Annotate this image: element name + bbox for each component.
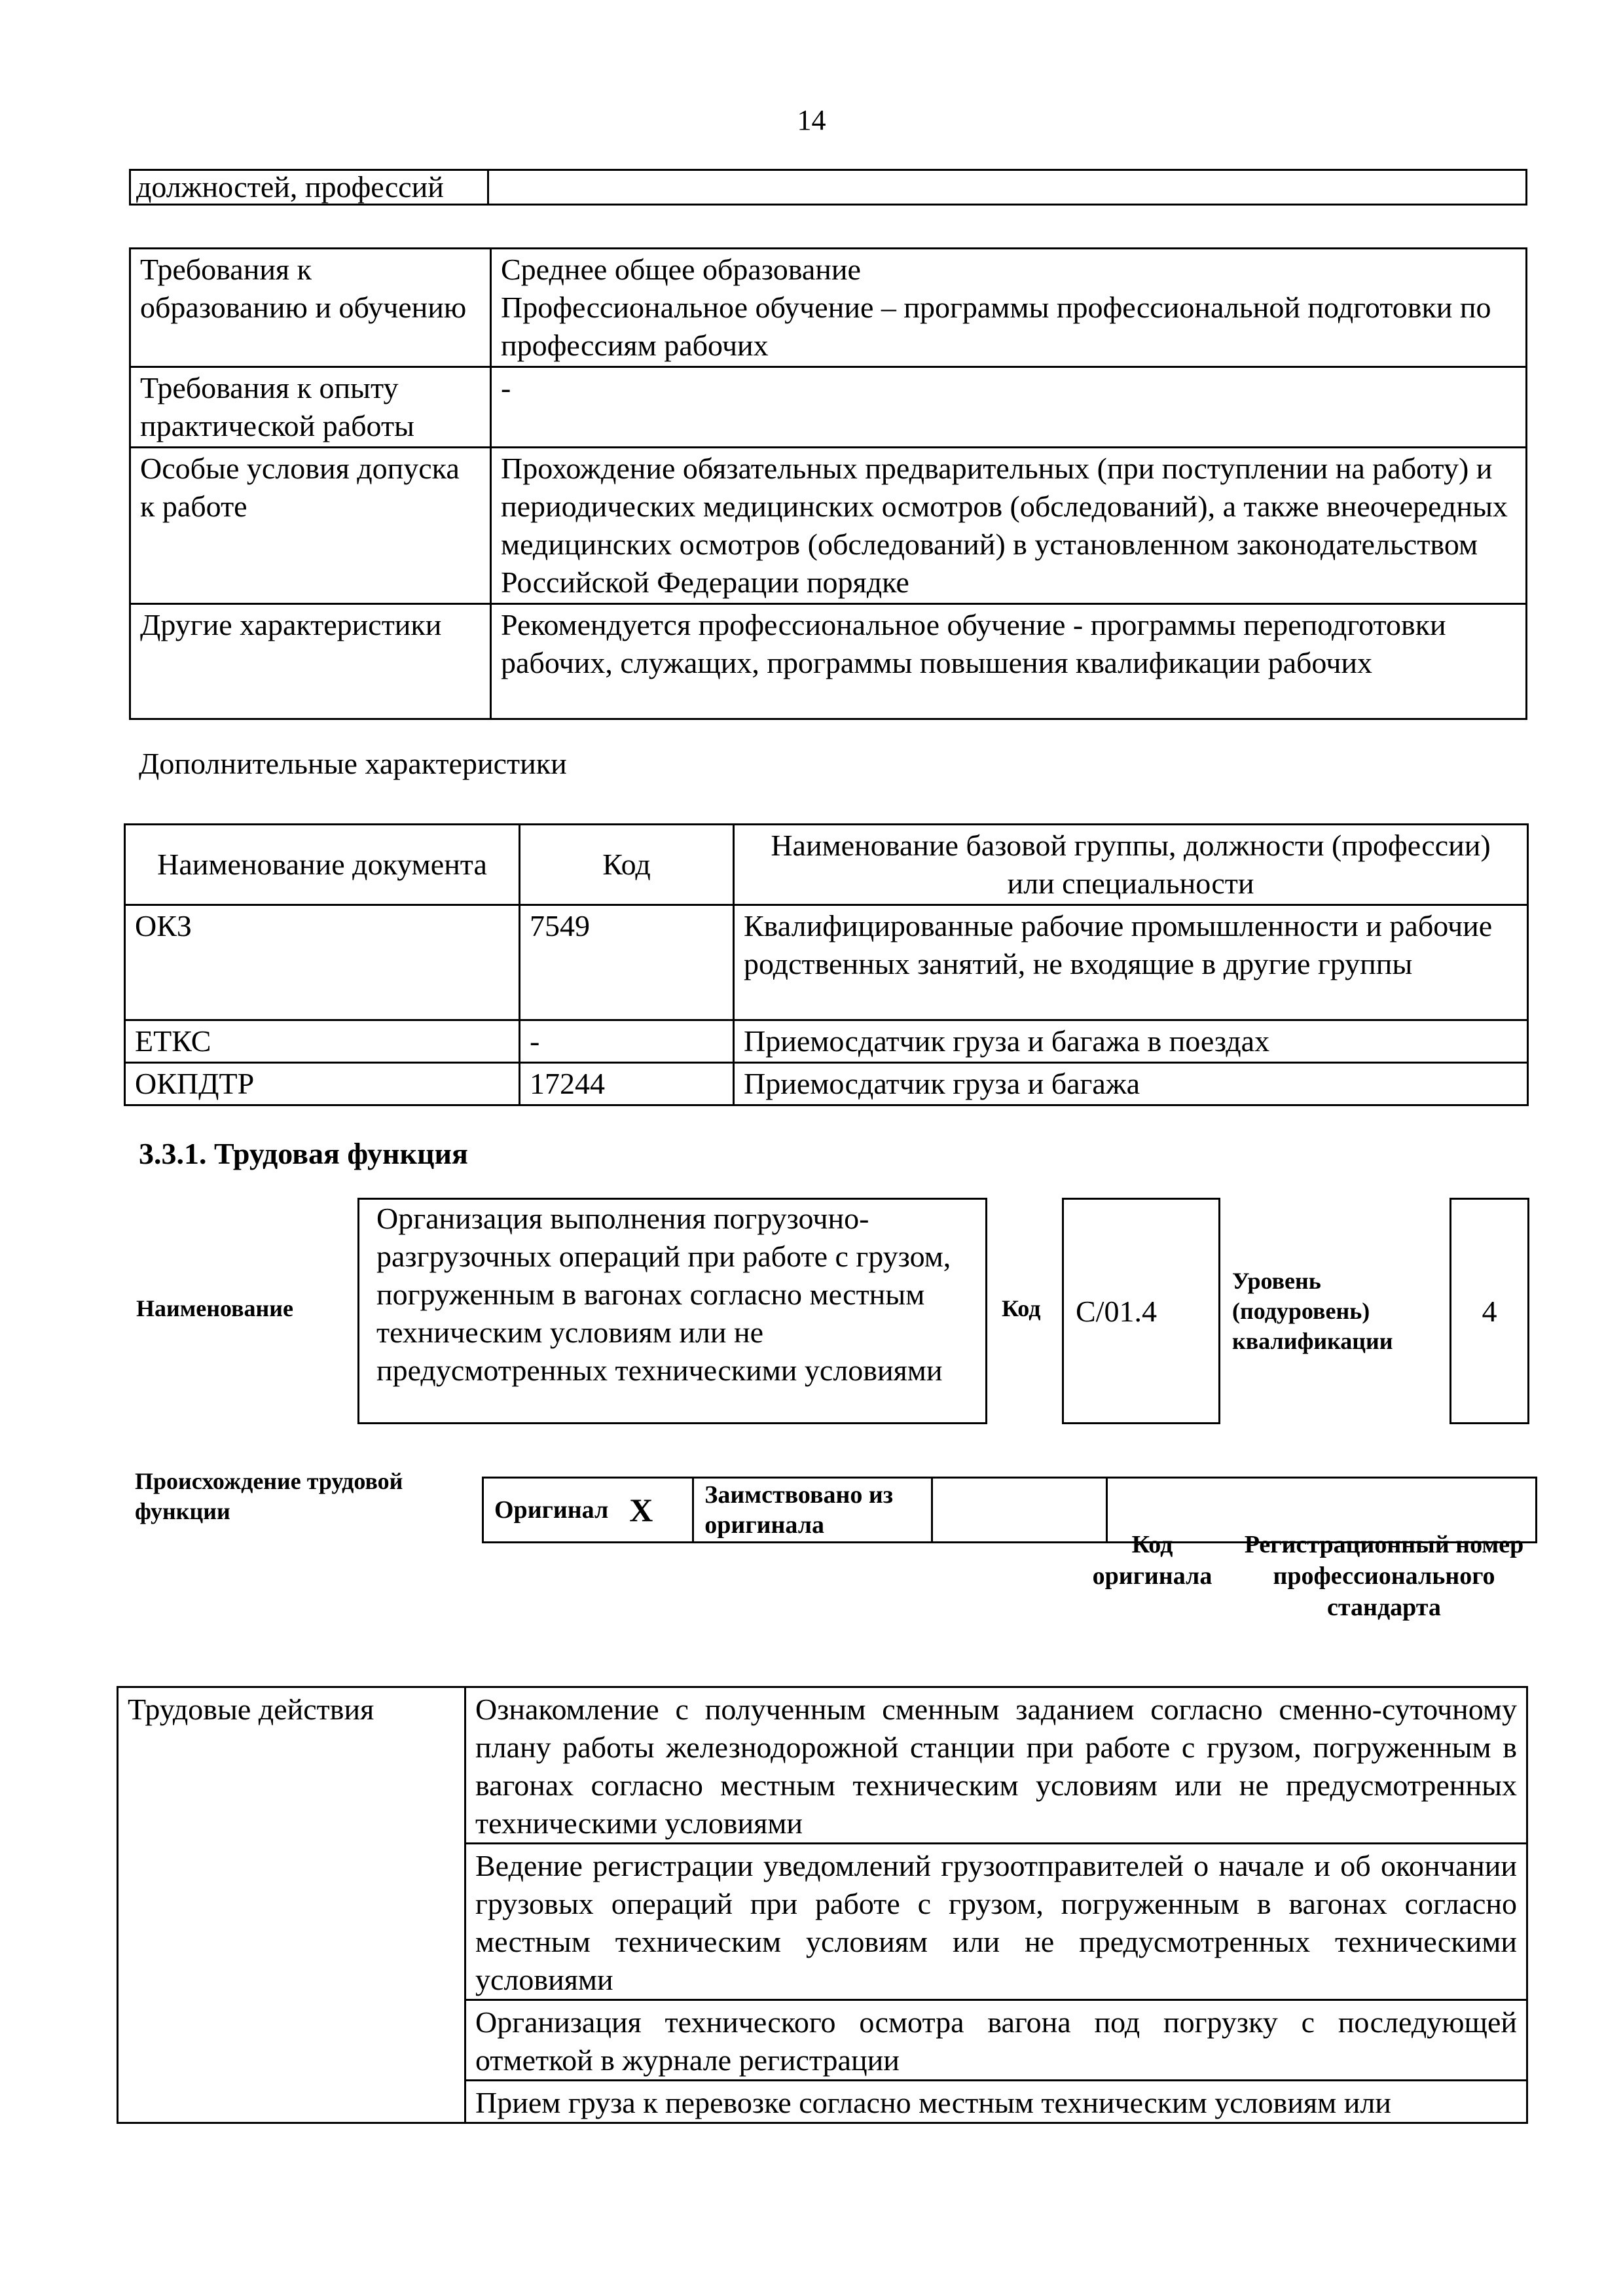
table-cell: ЕТКС — [125, 1020, 520, 1063]
action-item: Ознакомление с полученным сменным заданием согласно сменно-суточному плану работы железнодорожной станции при работе с грузом, погруженным в вагонах согласно местным техническим условиям или не предусмотренных техническими условиями — [465, 1687, 1527, 1844]
origin-original-mark: X — [619, 1478, 693, 1543]
req-label-admission: Особые условия допуска к работе — [130, 448, 491, 604]
table-cell: Приемосдатчик груза и багажа в поездах — [734, 1020, 1528, 1063]
top-fragment-left: должностей, профессий — [130, 170, 488, 205]
origin-code-caption: Код оригинала — [1092, 1531, 1213, 1590]
function-level-label: Уровень (подуровень) квалификации — [1232, 1268, 1393, 1354]
page-number: 14 — [797, 104, 826, 136]
requirements-table — [129, 247, 1527, 720]
table-row — [125, 905, 1528, 1020]
table-cell: 17244 — [520, 1063, 734, 1105]
origin-original-label: Оригинал — [483, 1478, 619, 1543]
table-row — [125, 1020, 1528, 1063]
req-label-experience: Требования к опыту практической работы — [130, 367, 491, 448]
function-heading: 3.3.1. Трудовая функция — [139, 1137, 468, 1170]
origin-label: Происхождение трудовой функции — [135, 1468, 403, 1524]
req-value-admission: Прохождение обязательных предварительных (при поступлении на работу) и периодических медицинских осмотров (обследований), а также внеочередных медицинских осмотров (обследований) в установленном законодательством Российской Федерации порядке — [491, 448, 1527, 604]
req-label-education: Требования к образованию и обучению — [130, 249, 491, 367]
function-level-box: 4 — [1450, 1198, 1529, 1424]
table-row — [125, 1063, 1528, 1105]
req-value-other: Рекомендуется профессиональное обучение - программы переподготовки рабочих, служащих, программы повышения квалификации рабочих — [491, 604, 1527, 719]
extra-table — [124, 823, 1529, 1106]
actions-table — [117, 1686, 1528, 2124]
function-name-label: Наименование — [136, 1295, 293, 1321]
table-cell: Квалифицированные рабочие промышленности и рабочие родственных занятий, не входящие в другие группы — [734, 905, 1528, 1020]
table-cell: Приемосдатчик груза и багажа — [734, 1063, 1528, 1105]
table-cell: 7549 — [520, 905, 734, 1020]
function-code-box: С/01.4 — [1062, 1198, 1220, 1424]
req-label-other: Другие характеристики — [130, 604, 491, 719]
table-cell: ОКЗ — [125, 905, 520, 1020]
origin-reg-caption: Регистрационный номер профессионального стандарта — [1244, 1531, 1524, 1621]
origin-borrowed-label: Заимствовано из оригинала — [693, 1478, 932, 1543]
actions-label: Трудовые действия — [118, 1687, 465, 2123]
extra-header-code: Код — [520, 825, 734, 905]
top-fragment-right — [488, 170, 1527, 205]
extra-header-doc: Наименование документа — [125, 825, 520, 905]
extra-header-name: Наименование базовой группы, должности (профессии) или специальности — [734, 825, 1528, 905]
action-item: Организация технического осмотра вагона под погрузку с последующей отметкой в журнале регистрации — [465, 2000, 1527, 2081]
req-value-education — [491, 249, 1527, 367]
table-cell: ОКПДТР — [125, 1063, 520, 1105]
action-item: Прием груза к перевозке согласно местным техническим условиям или — [465, 2081, 1527, 2123]
req-value-experience: - — [491, 367, 1527, 448]
req-line: Профессиональное обучение – программы профессиональной подготовки по профессиям рабочих — [501, 291, 1491, 362]
top-fragment-table — [129, 169, 1527, 206]
function-code-label: Код — [1002, 1295, 1041, 1321]
extra-heading: Дополнительные характеристики — [139, 747, 567, 780]
req-line: Среднее общее образование — [501, 253, 861, 286]
table-cell: - — [520, 1020, 734, 1063]
action-item: Ведение регистрации уведомлений грузоотправителей о начале и об окончании грузовых операций при работе с грузом, погруженным в вагонах согласно местным техническим условиям или не предусмотренных техническими условиями — [465, 1844, 1527, 2000]
function-name-box: Организация выполнения погрузочно-разгрузочных операций при работе с грузом, погруженным в вагонах согласно местным техническим условиям или не предусмотренных техническими условиями — [357, 1198, 987, 1424]
